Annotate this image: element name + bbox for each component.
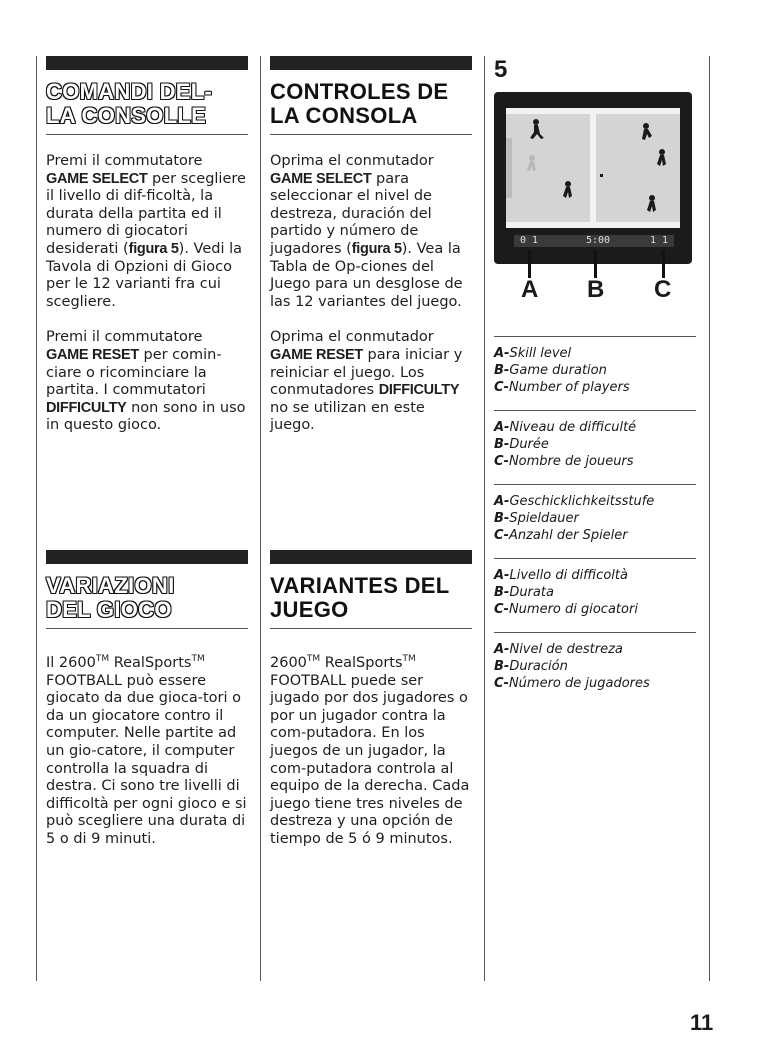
spanish-controls-para-1: Oprima el conmutador GAME SELECT para seleccionar el nivel de destreza, duración del partido y número de jugadores (figura 5). Vea la Tabla de Op-ciones del Juego para un desglose de las 12 variantes del juego. [270,153,463,310]
legend-item-a: A-Niveau de difficulté [494,420,637,435]
legend-group [494,632,696,692]
label-c: C [654,276,672,303]
spanish-variations [270,550,472,849]
legend-item-c: C-Nombre de joueurs [494,454,634,469]
section-rule [46,628,248,629]
legend-rule [494,410,696,411]
italian-column [46,56,248,435]
pointer-line-a [528,250,531,278]
legend-item-b: B-Game duration [494,363,607,378]
spanish-variations-title: VARIANTES DEL JUEGO [270,573,450,622]
figure-number: 5 [494,56,508,83]
legend-item-b: B-Durata [494,585,554,600]
game-screen [494,92,692,264]
legend-group [494,410,696,470]
legend-rule [494,336,696,337]
legend-item-a: A-Geschicklichkeitsstufe [494,494,655,509]
column-divider-2 [260,56,261,981]
football-field [506,108,680,228]
legend-item-a: A-Nivel de destreza [494,642,623,657]
hud-game-duration: 5:00 [586,235,611,246]
page-number: 11 [690,1010,714,1035]
italian-variations-para: Il 2600™ RealSports™ FOOTBALL può essere giocato da due gioca-tori o da un giocatore contro il computer. Nelle partite ad un gio-catore, il computer controlla la squadra di destra. Ci sono tre livelli di difficoltà per ogni gioco e si può scegliere una durata di 5 o di 9 minuti. [46,654,247,847]
legend-item-b: B-Durée [494,437,549,452]
hud-players: 1 1 [650,235,669,246]
italian-variations [46,550,248,849]
legend-item-c: C-Numero di giocatori [494,602,638,617]
spanish-controls-para-2: Oprima el conmutador GAME RESET para iniciar y reiniciar el juego. Los conmutadores DIFFICULTY no se utilizan en este juego. [270,329,463,434]
section-rule [270,628,472,629]
legend-item-a: A-Skill level [494,346,572,361]
label-a: A [521,276,539,303]
legend-group [494,336,696,396]
italian-variations-title: VARIAZIONI DEL GIOCO [46,573,175,622]
column-divider-3 [484,56,485,981]
legend-item-b: B-Duración [494,659,568,674]
spanish-controls-title: CONTROLES DE LA CONSOLA [270,79,449,128]
legend-item-c: C-Anzahl der Spieler [494,528,628,543]
section-bar [270,550,472,564]
spanish-column [270,56,472,435]
italian-controls-para-1: Premi il commutatore GAME SELECT per scegliere il livello di dif-ficoltà, la durata della partita ed il numero di giocatori desiderati (figura 5). Vedi la Tavola di Opzioni di Gioco per le 12 varianti fra cui scegliere. [46,153,246,310]
label-b: B [587,276,605,303]
section-bar [46,550,248,564]
hud-skill-level: 0 1 [520,235,539,246]
pointer-line-b [594,250,597,278]
spanish-variations-para: 2600™ RealSports™ FOOTBALL puede ser jugado por dos jugadores o por un jugador contra la com-putadora. En los juegos de un jugador, la com-putadora controla al equipo de la derecha. Cada juego tiene tres niveles de destreza y una opción de tiempo de 5 ó 9 minutos. [270,654,470,847]
column-divider-1 [36,56,37,981]
legend-rule [494,632,696,633]
field-graphic [506,108,680,228]
hud-bar [514,235,674,247]
section-bar [46,56,248,70]
legend-item-b: B-Spieldauer [494,511,579,526]
italian-controls-para-2: Premi il commutatore GAME RESET per comin-ciare o ricominciare la partita. I commutatori DIFFICULTY non sono in uso in questo gioco. [46,329,246,434]
legend-group [494,558,696,618]
legend-group [494,484,696,544]
legend-rule [494,558,696,559]
column-divider-4 [709,56,710,981]
legend-item-a: A-Livello di difficoltà [494,568,628,583]
italian-controls-title: COMANDI DEL- LA CONSOLLE [46,79,213,128]
section-rule [270,134,472,135]
section-rule [46,134,248,135]
legend-rule [494,484,696,485]
section-bar [270,56,472,70]
legend-item-c: C-Número de jugadores [494,676,650,691]
legend-item-c: C-Number of players [494,380,630,395]
pointer-line-c [662,250,665,278]
